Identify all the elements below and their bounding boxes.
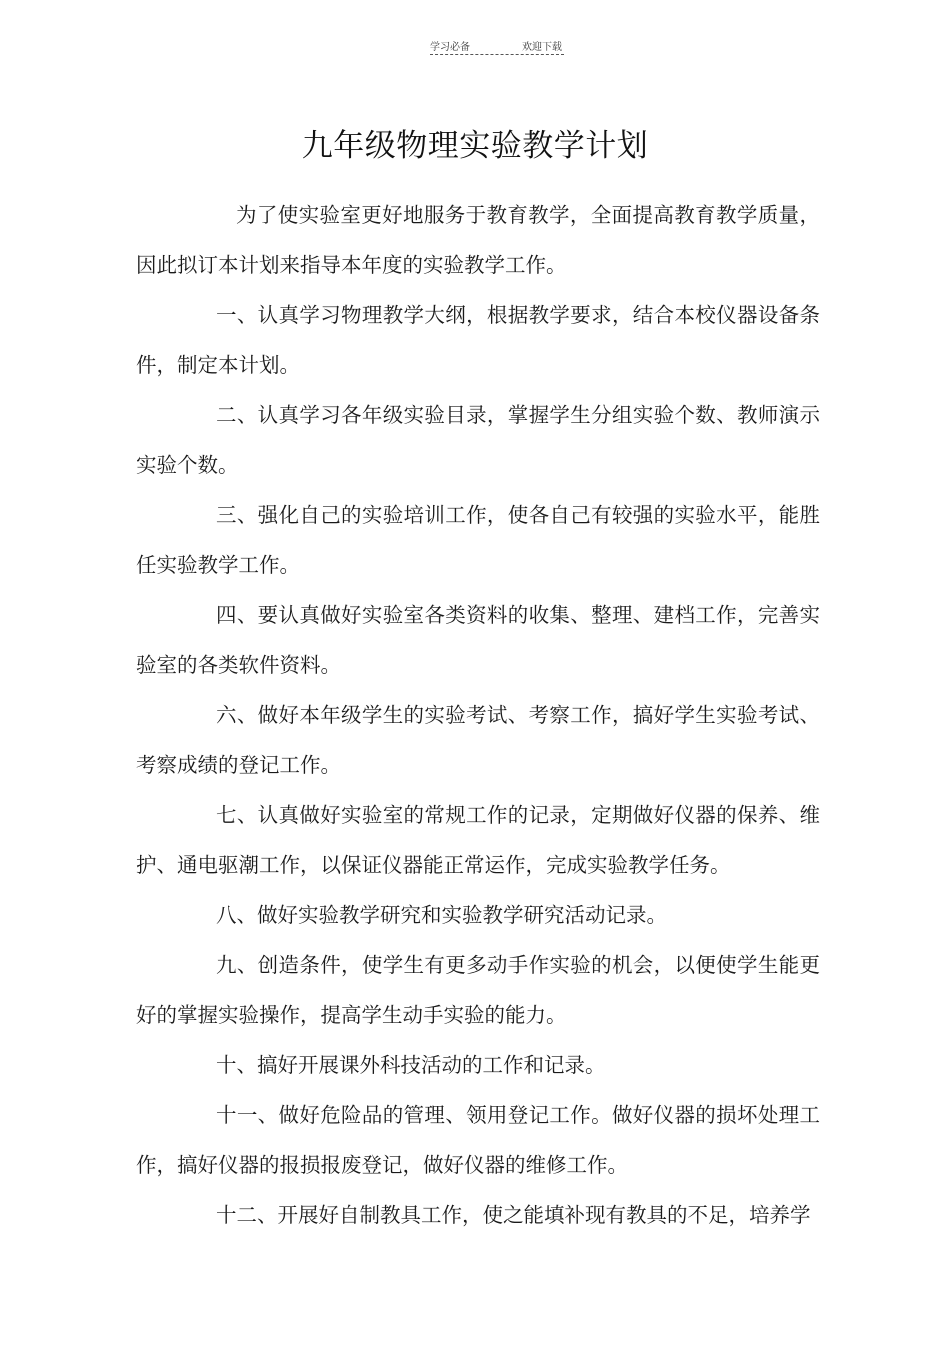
intro-paragraph: 为了使实验室更好地服务于教育教学，全面提高教育教学质量，因此拟订本计划来指导本年度的实验教学工作。 bbox=[136, 203, 820, 277]
header-dashed-rule bbox=[430, 54, 564, 55]
item-paragraph-1: 一、认真学习物理教学大纲，根据教学要求，结合本校仪器设备条件，制定本计划。 bbox=[136, 303, 820, 377]
header-right-text: 欢迎下载 bbox=[522, 42, 562, 53]
document-body bbox=[136, 190, 820, 1240]
item-paragraph-11: 十一、做好危险品的管理、领用登记工作。做好仪器的损坏处理工作，搞好仪器的报损报废登记，做好仪器的维修工作。 bbox=[136, 1103, 820, 1177]
item-paragraph-12: 十二、开展好自制教具工作，使之能填补现有教具的不足，培养学 bbox=[216, 1203, 811, 1227]
item-paragraph-10: 十、搞好开展课外科技活动的工作和记录。 bbox=[216, 1053, 606, 1077]
item-paragraph-8: 八、做好实验教学研究和实验教学研究活动记录。 bbox=[216, 903, 667, 927]
item-paragraph-3: 三、强化自己的实验培训工作，使各自己有较强的实验水平，能胜任实验教学工作。 bbox=[136, 503, 820, 577]
item-paragraph-9: 九、创造条件，使学生有更多动手作实验的机会，以便使学生能更好的掌握实验操作，提高学生动手实验的能力。 bbox=[136, 953, 820, 1027]
item-paragraph-7: 七、认真做好实验室的常规工作的记录，定期做好仪器的保养、维护、通电驱潮工作，以保证仪器能正常运作，完成实验教学任务。 bbox=[136, 803, 820, 877]
item-paragraph-4: 四、要认真做好实验室各类资料的收集、整理、建档工作，完善实验室的各类软件资料。 bbox=[136, 603, 820, 677]
document-title: 九年级物理实验教学计划 bbox=[301, 128, 649, 164]
item-paragraph-6: 六、做好本年级学生的实验考试、考察工作，搞好学生实验考试、考察成绩的登记工作。 bbox=[136, 703, 820, 777]
item-paragraph-2: 二、认真学习各年级实验目录，掌握学生分组实验个数、教师演示实验个数。 bbox=[136, 403, 820, 477]
page-header bbox=[430, 38, 564, 58]
header-left-text: 学习必备 bbox=[430, 42, 470, 53]
